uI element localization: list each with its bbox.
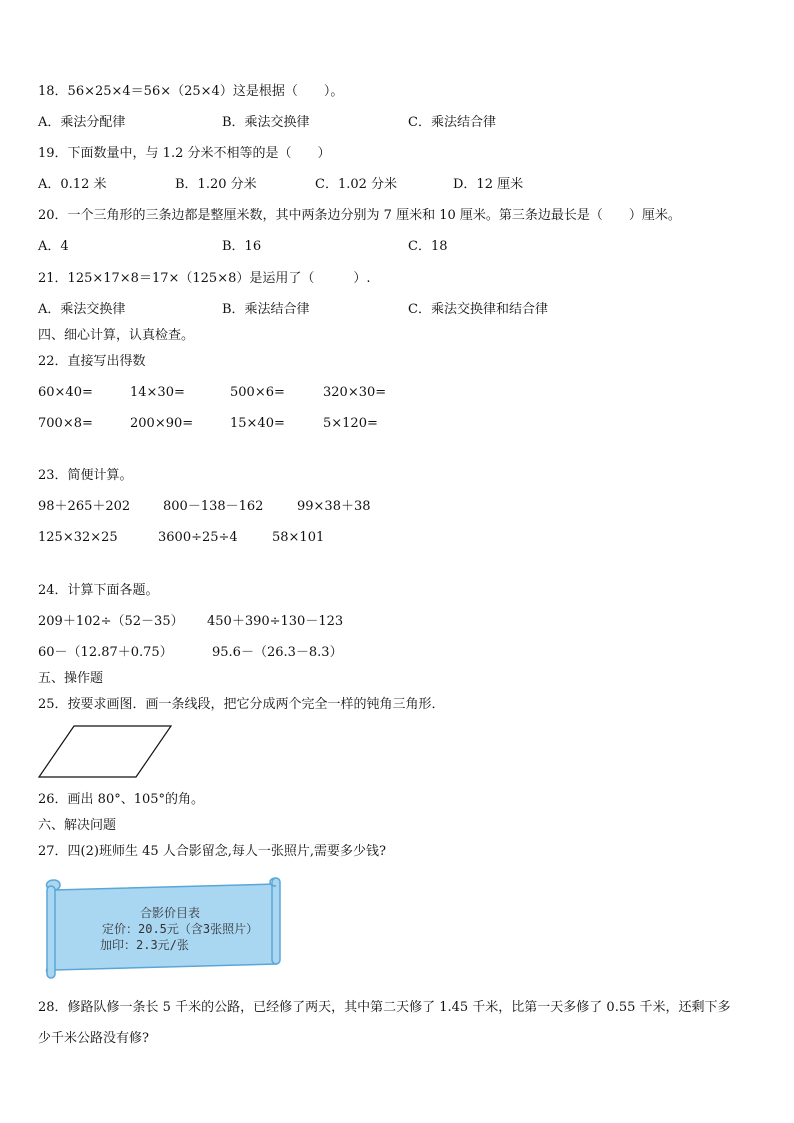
q24-item: 60－（12.87＋0.75） <box>38 645 173 660</box>
q23-item: 125×32×25 <box>38 530 118 545</box>
q23-item: 800－138－162 <box>163 499 264 514</box>
q19-option-b: B．1.20 分米 <box>175 177 257 192</box>
q21-option-c: C．乘法交换律和结合律 <box>408 302 548 317</box>
q22-item: 320×30= <box>323 385 387 400</box>
q18-stem: 18．56×25×4＝56×（25×4）这是根据（ ）。 <box>38 84 344 99</box>
q18-option-b: B．乘法交换律 <box>222 115 310 130</box>
q19-stem: 19．下面数量中，与 1.2 分米不相等的是（ ） <box>38 146 331 161</box>
q22-stem: 22．直接写出得数 <box>38 354 146 369</box>
q26-stem: 26．画出 80°、105°的角。 <box>38 792 205 807</box>
q23-item: 58×101 <box>272 530 325 545</box>
q23-item: 98＋265＋202 <box>38 499 131 514</box>
q23-item: 3600÷25÷4 <box>158 530 238 545</box>
scroll-title: 合影价目表 <box>140 906 201 920</box>
q20-option-a: A．4 <box>38 239 69 254</box>
q27-stem: 27．四(2)班师生 45 人合影留念,每人一张照片,需要多少钱? <box>38 844 386 859</box>
q28-stem-line-1: 28．修路队修一条长 5 千米的公路，已经修了两天，其中第二天修了 1.45 千米，比第一天多修了 0.55 千米，还剩下多 <box>38 1000 731 1015</box>
q18-option-c: C．乘法结合律 <box>408 115 496 130</box>
q22-item: 500×6= <box>230 385 285 400</box>
section-4-heading: 四、细心计算，认真检查。 <box>38 328 195 343</box>
price-scroll <box>40 872 285 982</box>
q24-item: 95.6－（26.3－8.3） <box>212 645 343 660</box>
q24-stem: 24．计算下面各题。 <box>38 583 159 598</box>
parallelogram-figure <box>36 724 176 780</box>
q21-option-b: B．乘法结合律 <box>222 302 310 317</box>
q20-option-c: C．18 <box>408 239 448 254</box>
q23-stem: 23．简便计算。 <box>38 468 133 483</box>
q20-option-b: B．16 <box>222 239 262 254</box>
q19-option-c: C．1.02 分米 <box>315 177 398 192</box>
section-6-heading: 六、解决问题 <box>38 818 117 833</box>
q18-option-a: A．乘法分配律 <box>38 115 126 130</box>
q19-option-a: A．0.12 米 <box>38 177 107 192</box>
q22-item: 200×90= <box>130 416 194 431</box>
q20-stem: 20．一个三角形的三条边都是整厘米数，其中两条边分别为 7 厘米和 10 厘米。第三条边最长是（ ）厘米。 <box>38 208 681 223</box>
q19-option-d: D．12 厘米 <box>453 177 524 192</box>
q24-item: 209＋102÷（52－35） <box>38 614 184 629</box>
scroll-extra-line: 加印：2.3元/张 <box>100 938 189 952</box>
section-5-heading: 五、操作题 <box>38 671 104 686</box>
q22-item: 700×8= <box>38 416 93 431</box>
q22-item: 60×40= <box>38 385 93 400</box>
q28-stem-line-2: 少千米公路没有修? <box>38 1031 149 1046</box>
q21-stem: 21．125×17×8＝17×（125×8）是运用了（ ）. <box>38 271 371 286</box>
q24-item: 450＋390÷130－123 <box>207 614 344 629</box>
q22-item: 14×30= <box>130 385 185 400</box>
q21-option-a: A．乘法交换律 <box>38 302 126 317</box>
scroll-price-line: 定价：20.5元（含3张照片） <box>102 922 259 936</box>
q22-item: 5×120= <box>323 416 378 431</box>
q25-stem: 25．按要求画图．画一条线段，把它分成两个完全一样的钝角三角形． <box>38 697 445 712</box>
q23-item: 99×38＋38 <box>297 499 371 514</box>
q22-item: 15×40= <box>230 416 285 431</box>
